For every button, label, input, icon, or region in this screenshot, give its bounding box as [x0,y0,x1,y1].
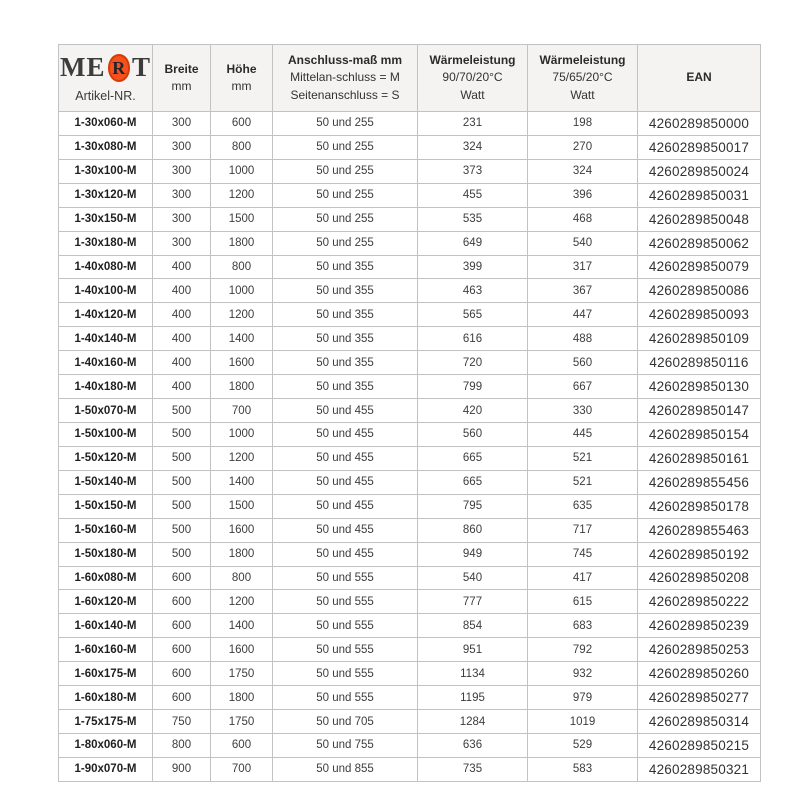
logo-text-prefix: ME [60,52,106,83]
table-row [59,638,761,662]
cell-w90: 1195 [418,686,528,710]
header-line: Anschluss-maß mm [287,52,403,67]
cell-w75: 979 [528,686,638,710]
cell-ean: 4260289850253 [638,638,761,662]
cell-w90: 535 [418,207,528,231]
cell-anschluss: 50 und 255 [273,207,418,231]
table-header [59,45,761,112]
cell-w90: 1284 [418,710,528,734]
cell-w75: 396 [528,183,638,207]
cell-anschluss: 50 und 255 [273,112,418,136]
cell-w90: 860 [418,518,528,542]
cell-breite: 600 [153,638,211,662]
cell-w90: 854 [418,614,528,638]
cell-w75: 529 [528,733,638,757]
table-row [59,662,761,686]
table-row [59,375,761,399]
logo-badge-letter: R [112,57,126,78]
cell-hoehe: 1800 [211,542,273,566]
table-row [59,159,761,183]
cell-ean: 4260289850024 [638,159,761,183]
cell-anschluss: 50 und 555 [273,686,418,710]
cell-anschluss: 50 und 455 [273,494,418,518]
cell-breite: 800 [153,733,211,757]
table-row [59,566,761,590]
cell-w75: 615 [528,590,638,614]
cell-w90: 799 [418,375,528,399]
cell-w75: 540 [528,231,638,255]
cell-hoehe: 1000 [211,279,273,303]
header-line: Wärmeleistung [539,52,626,67]
cell-breite: 500 [153,399,211,423]
cell-artikel: 1-30x060-M [59,112,153,136]
cell-w75: 932 [528,662,638,686]
cell-anschluss: 50 und 255 [273,231,418,255]
table-row [59,542,761,566]
cell-ean: 4260289850109 [638,327,761,351]
table-body [59,112,761,782]
table-row [59,112,761,136]
cell-w75: 417 [528,566,638,590]
cell-breite: 600 [153,566,211,590]
cell-artikel: 1-40x080-M [59,255,153,279]
cell-anschluss: 50 und 455 [273,422,418,446]
table-row [59,231,761,255]
cell-anschluss: 50 und 455 [273,399,418,423]
cell-artikel: 1-90x070-M [59,757,153,781]
cell-w90: 455 [418,183,528,207]
cell-w90: 1134 [418,662,528,686]
column-header-anschluss [273,45,418,112]
cell-artikel: 1-30x120-M [59,183,153,207]
cell-hoehe: 1200 [211,303,273,327]
cell-w75: 667 [528,375,638,399]
product-spec-table [58,44,761,782]
cell-artikel: 1-50x150-M [59,494,153,518]
cell-breite: 400 [153,255,211,279]
cell-hoehe: 800 [211,255,273,279]
header-line: 90/70/20°C [442,70,503,85]
cell-hoehe: 800 [211,566,273,590]
cell-breite: 600 [153,686,211,710]
table-row [59,614,761,638]
cell-anschluss: 50 und 455 [273,470,418,494]
table-row [59,686,761,710]
column-header-breite [153,45,211,112]
cell-w75: 717 [528,518,638,542]
cell-artikel: 1-50x100-M [59,422,153,446]
table-row [59,351,761,375]
cell-hoehe: 1000 [211,422,273,446]
cell-w90: 540 [418,566,528,590]
cell-ean: 4260289850215 [638,733,761,757]
column-header-hoehe [211,45,273,112]
table-row [59,757,761,781]
cell-hoehe: 700 [211,757,273,781]
cell-w90: 649 [418,231,528,255]
cell-ean: 4260289850321 [638,757,761,781]
cell-w75: 635 [528,494,638,518]
cell-anschluss: 50 und 355 [273,303,418,327]
cell-w90: 565 [418,303,528,327]
cell-w90: 636 [418,733,528,757]
cell-anschluss: 50 und 255 [273,159,418,183]
cell-anschluss: 50 und 255 [273,183,418,207]
table-row [59,255,761,279]
cell-hoehe: 600 [211,112,273,136]
cell-artikel: 1-40x180-M [59,375,153,399]
cell-w90: 231 [418,112,528,136]
cell-hoehe: 1600 [211,351,273,375]
cell-hoehe: 1800 [211,375,273,399]
cell-ean: 4260289855463 [638,518,761,542]
cell-breite: 400 [153,303,211,327]
cell-w75: 583 [528,757,638,781]
table-row [59,733,761,757]
cell-hoehe: 1800 [211,231,273,255]
cell-anschluss: 50 und 255 [273,135,418,159]
cell-breite: 750 [153,710,211,734]
cell-breite: 500 [153,542,211,566]
cell-breite: 500 [153,446,211,470]
cell-anschluss: 50 und 705 [273,710,418,734]
cell-w90: 777 [418,590,528,614]
table-row [59,279,761,303]
cell-ean: 4260289850116 [638,351,761,375]
table-row [59,494,761,518]
table-row [59,422,761,446]
cell-anschluss: 50 und 455 [273,542,418,566]
table-row [59,710,761,734]
cell-ean: 4260289850208 [638,566,761,590]
cell-hoehe: 1000 [211,159,273,183]
cell-hoehe: 800 [211,135,273,159]
cell-anschluss: 50 und 555 [273,614,418,638]
cell-breite: 400 [153,375,211,399]
table-row [59,590,761,614]
cell-ean: 4260289850222 [638,590,761,614]
header-line: Seitenanschluss = S [290,87,400,102]
cell-artikel: 1-60x120-M [59,590,153,614]
cell-breite: 500 [153,470,211,494]
cell-anschluss: 50 und 555 [273,662,418,686]
cell-w75: 367 [528,279,638,303]
cell-anschluss: 50 und 555 [273,566,418,590]
cell-w90: 665 [418,470,528,494]
cell-w75: 317 [528,255,638,279]
cell-w75: 324 [528,159,638,183]
cell-hoehe: 1750 [211,662,273,686]
header-line: Watt [570,87,595,102]
cell-w75: 1019 [528,710,638,734]
cell-w90: 373 [418,159,528,183]
header-line: Mittelan-schluss = M [290,70,400,85]
cell-breite: 300 [153,112,211,136]
cell-w90: 665 [418,446,528,470]
cell-anschluss: 50 und 455 [273,446,418,470]
cell-artikel: 1-30x180-M [59,231,153,255]
cell-w75: 560 [528,351,638,375]
cell-artikel: 1-60x180-M [59,686,153,710]
header-line: Watt [460,87,485,102]
cell-artikel: 1-60x080-M [59,566,153,590]
cell-ean: 4260289850031 [638,183,761,207]
table-row [59,399,761,423]
table-row [59,446,761,470]
cell-ean: 4260289850062 [638,231,761,255]
cell-hoehe: 1400 [211,614,273,638]
cell-breite: 300 [153,183,211,207]
table-row [59,327,761,351]
header-line: EAN [686,70,712,85]
cell-artikel: 1-40x120-M [59,303,153,327]
cell-ean: 4260289855456 [638,470,761,494]
cell-w75: 270 [528,135,638,159]
header-line: 75/65/20°C [552,70,613,85]
cell-w90: 399 [418,255,528,279]
cell-hoehe: 1600 [211,638,273,662]
cell-w90: 616 [418,327,528,351]
cell-w75: 447 [528,303,638,327]
logo-r-badge-icon [108,54,130,82]
header-line: mm [231,79,252,93]
cell-ean: 4260289850260 [638,662,761,686]
cell-artikel: 1-60x175-M [59,662,153,686]
cell-w90: 420 [418,399,528,423]
cell-ean: 4260289850093 [638,303,761,327]
product-spec-sheet [58,44,760,782]
cell-artikel: 1-40x160-M [59,351,153,375]
cell-anschluss: 50 und 355 [273,375,418,399]
cell-anschluss: 50 und 355 [273,351,418,375]
cell-breite: 500 [153,494,211,518]
cell-breite: 400 [153,351,211,375]
header-line: Wärmeleistung [429,52,516,67]
cell-w90: 951 [418,638,528,662]
cell-hoehe: 1600 [211,518,273,542]
cell-artikel: 1-50x070-M [59,399,153,423]
cell-anschluss: 50 und 555 [273,590,418,614]
cell-artikel: 1-50x140-M [59,470,153,494]
cell-w75: 792 [528,638,638,662]
table-row [59,183,761,207]
artikel-nr-label: Artikel-NR. [75,88,136,103]
header-line: mm [171,79,192,93]
cell-breite: 500 [153,518,211,542]
column-header-waermeleistung-90 [418,45,528,112]
cell-w90: 463 [418,279,528,303]
cell-w75: 198 [528,112,638,136]
cell-artikel: 1-60x160-M [59,638,153,662]
cell-anschluss: 50 und 355 [273,279,418,303]
cell-ean: 4260289850154 [638,422,761,446]
cell-w75: 488 [528,327,638,351]
cell-artikel: 1-60x140-M [59,614,153,638]
table-row [59,207,761,231]
cell-artikel: 1-40x100-M [59,279,153,303]
table-row [59,470,761,494]
cell-breite: 600 [153,614,211,638]
column-header-ean [638,45,761,112]
cell-breite: 600 [153,590,211,614]
cell-artikel: 1-80x060-M [59,733,153,757]
cell-w75: 521 [528,446,638,470]
cell-hoehe: 1400 [211,327,273,351]
cell-anschluss: 50 und 355 [273,327,418,351]
cell-w90: 720 [418,351,528,375]
cell-ean: 4260289850079 [638,255,761,279]
cell-w90: 949 [418,542,528,566]
column-header-artikel [59,45,153,112]
cell-anschluss: 50 und 555 [273,638,418,662]
cell-w90: 324 [418,135,528,159]
cell-hoehe: 1200 [211,183,273,207]
cell-breite: 300 [153,231,211,255]
cell-breite: 400 [153,279,211,303]
cell-ean: 4260289850086 [638,279,761,303]
cell-hoehe: 1200 [211,590,273,614]
cell-hoehe: 1750 [211,710,273,734]
cell-ean: 4260289850161 [638,446,761,470]
logo-text-suffix: T [131,52,151,83]
cell-artikel: 1-40x140-M [59,327,153,351]
cell-w75: 745 [528,542,638,566]
cell-anschluss: 50 und 855 [273,757,418,781]
cell-w75: 445 [528,422,638,446]
cell-w90: 735 [418,757,528,781]
cell-ean: 4260289850017 [638,135,761,159]
cell-artikel: 1-50x180-M [59,542,153,566]
cell-breite: 300 [153,207,211,231]
cell-anschluss: 50 und 355 [273,255,418,279]
cell-hoehe: 1800 [211,686,273,710]
cell-ean: 4260289850239 [638,614,761,638]
cell-ean: 4260289850192 [638,542,761,566]
cell-w90: 560 [418,422,528,446]
cell-ean: 4260289850147 [638,399,761,423]
cell-artikel: 1-50x160-M [59,518,153,542]
cell-w75: 468 [528,207,638,231]
table-row [59,135,761,159]
cell-breite: 900 [153,757,211,781]
cell-hoehe: 1200 [211,446,273,470]
cell-anschluss: 50 und 755 [273,733,418,757]
cell-artikel: 1-30x080-M [59,135,153,159]
cell-hoehe: 1500 [211,207,273,231]
cell-breite: 600 [153,662,211,686]
cell-hoehe: 700 [211,399,273,423]
cell-ean: 4260289850130 [638,375,761,399]
cell-hoehe: 1400 [211,470,273,494]
mert-logo [60,54,151,82]
cell-hoehe: 1500 [211,494,273,518]
table-row [59,518,761,542]
cell-breite: 300 [153,159,211,183]
cell-w90: 795 [418,494,528,518]
cell-ean: 4260289850277 [638,686,761,710]
column-header-waermeleistung-75 [528,45,638,112]
cell-anschluss: 50 und 455 [273,518,418,542]
cell-ean: 4260289850000 [638,112,761,136]
cell-w75: 683 [528,614,638,638]
cell-artikel: 1-50x120-M [59,446,153,470]
cell-artikel: 1-75x175-M [59,710,153,734]
header-line: Breite [164,61,199,76]
header-line: Höhe [226,61,257,76]
cell-ean: 4260289850178 [638,494,761,518]
cell-breite: 300 [153,135,211,159]
cell-breite: 500 [153,422,211,446]
cell-w75: 330 [528,399,638,423]
cell-breite: 400 [153,327,211,351]
cell-artikel: 1-30x150-M [59,207,153,231]
cell-ean: 4260289850314 [638,710,761,734]
table-row [59,303,761,327]
cell-artikel: 1-30x100-M [59,159,153,183]
cell-hoehe: 600 [211,733,273,757]
cell-w75: 521 [528,470,638,494]
cell-ean: 4260289850048 [638,207,761,231]
